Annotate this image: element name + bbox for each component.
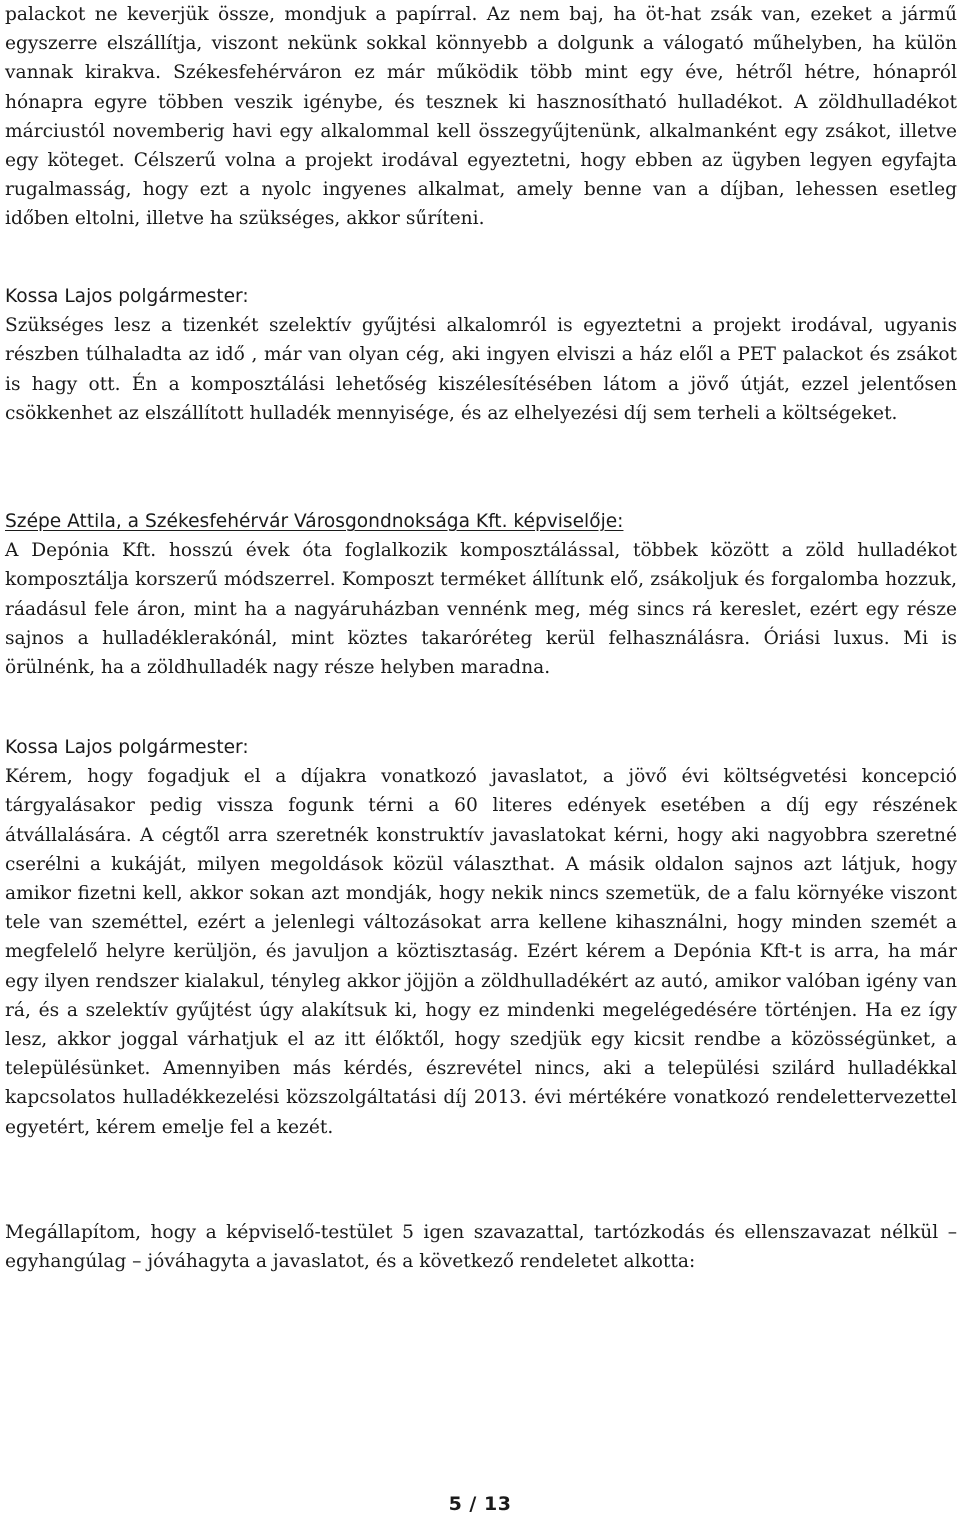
intro-paragraph: palackot ne keverjük össze, mondjuk a papírral. Az nem baj, ha öt-hat zsák van, ezeket a jármű egyszerre elszállítja, viszont nekünk sokkal könnyebb a dolgunk a válogató műhelyben, ha külön vannak kirakva. Székesfehérváron ez már működik több mint egy éve, hétről hétre, hónapról hónapra egyre többen veszik igénybe, és tesznek ki hasznosítható hulladékot. A zöldhulladékot márciustól novemberig havi egy alkalommal kell összegyűjtenünk, alkalmanként egy zsákot, illetve egy köteget. Célszerű volna a projekt irodával egyeztetni, hogy ebben az ügyben legyen egyfajta rugalmasság, hogy ezt a nyolc ingyenes alkalmat, amely benne van a díjban, lehessen esetleg időben eltolni, illetve ha szükséges, akkor sűríteni. bbox=[5, 4, 957, 230]
resolution-block bbox=[5, 1218, 957, 1276]
speaker-label: Szépe Attila, a Székesfehérvár Városgondnoksága Kft. képviselője: bbox=[5, 511, 624, 532]
section-text: Szükséges lesz a tizenkét szelektív gyűjtési alkalomról is egyeztetni a projekt irodával, ugyanis részben túlhaladta az idő , már van olyan cég, aki ingyen elviszi a ház elől a PET palackot és zsákot is hagy ott. Én a komposztálási lehetőség kiszélesítésében látom a jövő útját, ezzel jelentősen csökkenhet az elszállított hulladék mennyisége, és az elhelyezési díj sem terheli a költségeket. bbox=[5, 315, 957, 424]
section-representative bbox=[5, 507, 957, 682]
section-mayor-2 bbox=[5, 733, 957, 1142]
intro-paragraph-block bbox=[5, 0, 957, 234]
section-text: Kérem, hogy fogadjuk el a díjakra vonatkozó javaslatot, a jövő évi költségvetési koncepció tárgyalásakor pedig vissza fogunk térni a 60 literes edények esetében a díj egy részének átvállalására. A cégtől arra szeretnék konstruktív javaslatokat kérni, hogy aki nagyobbra szeretné cserélni a kukáját, milyen megoldások közül választhat. A másik oldalon sajnos azt látjuk, hogy amikor fizetni kell, akkor sokan azt mondják, hogy nekik nincs szemetük, de a falu környéke viszont tele van szeméttel, ezért a jelenlegi változásokat arra kellene kihasználni, hogy minden szemét a megfelelő helyre kerüljön, és javuljon a köztisztaság. Ezért kérem a Depónia Kft-t is arra, ha már egy ilyen rendszer kialakul, tényleg akkor jöjjön a zöldhulladékért az autó, amikor valóban igény van rá, és a szelektív gyűjtést úgy alakítsuk ki, hogy ez mindenki megelégedésére történjen. Ha ez így lesz, akkor joggal várhatjuk el az itt élőktől, hogy szedjük egy kicsit rendbe a közösségünket, a településünket. Amennyiben más kérdés, észrevétel nincs, aki a települési szilárd hulladékkal kapcsolatos hulladékkezelési közszolgáltatási díj 2013. évi mértékére vonatkozó rendelettervezettel egyetért, kérem emelje fel a kezét. bbox=[5, 766, 957, 1138]
page-number: 5 / 13 bbox=[448, 1493, 512, 1515]
section-mayor-1 bbox=[5, 282, 957, 428]
speaker-label: Kossa Lajos polgármester: bbox=[5, 737, 249, 758]
speaker-label: Kossa Lajos polgármester: bbox=[5, 286, 249, 307]
section-text: A Depónia Kft. hosszú évek óta foglalkozik komposztálással, többek között a zöld hulladékot komposztálja korszerű módszerrel. Komposzt terméket állítunk elő, zsákoljuk és forgalomba hozzuk, ráadásul fele áron, mint ha a nagyáruházban vennénk meg, még sincs rá kereslet, ezért egy része sajnos a hulladéklerakónál, mint köztes takaróréteg kerül felhasználásra. Óriási luxus. Mi is örülnénk, ha a zöldhulladék nagy része helyben maradna. bbox=[5, 540, 957, 679]
resolution-text: Megállapítom, hogy a képviselő-testület 5 igen szavazattal, tartózkodás és ellenszavazat nélkül – egyhangúlag – jóváhagyta a javaslatot, és a következő rendeletet alkotta: bbox=[5, 1222, 957, 1273]
